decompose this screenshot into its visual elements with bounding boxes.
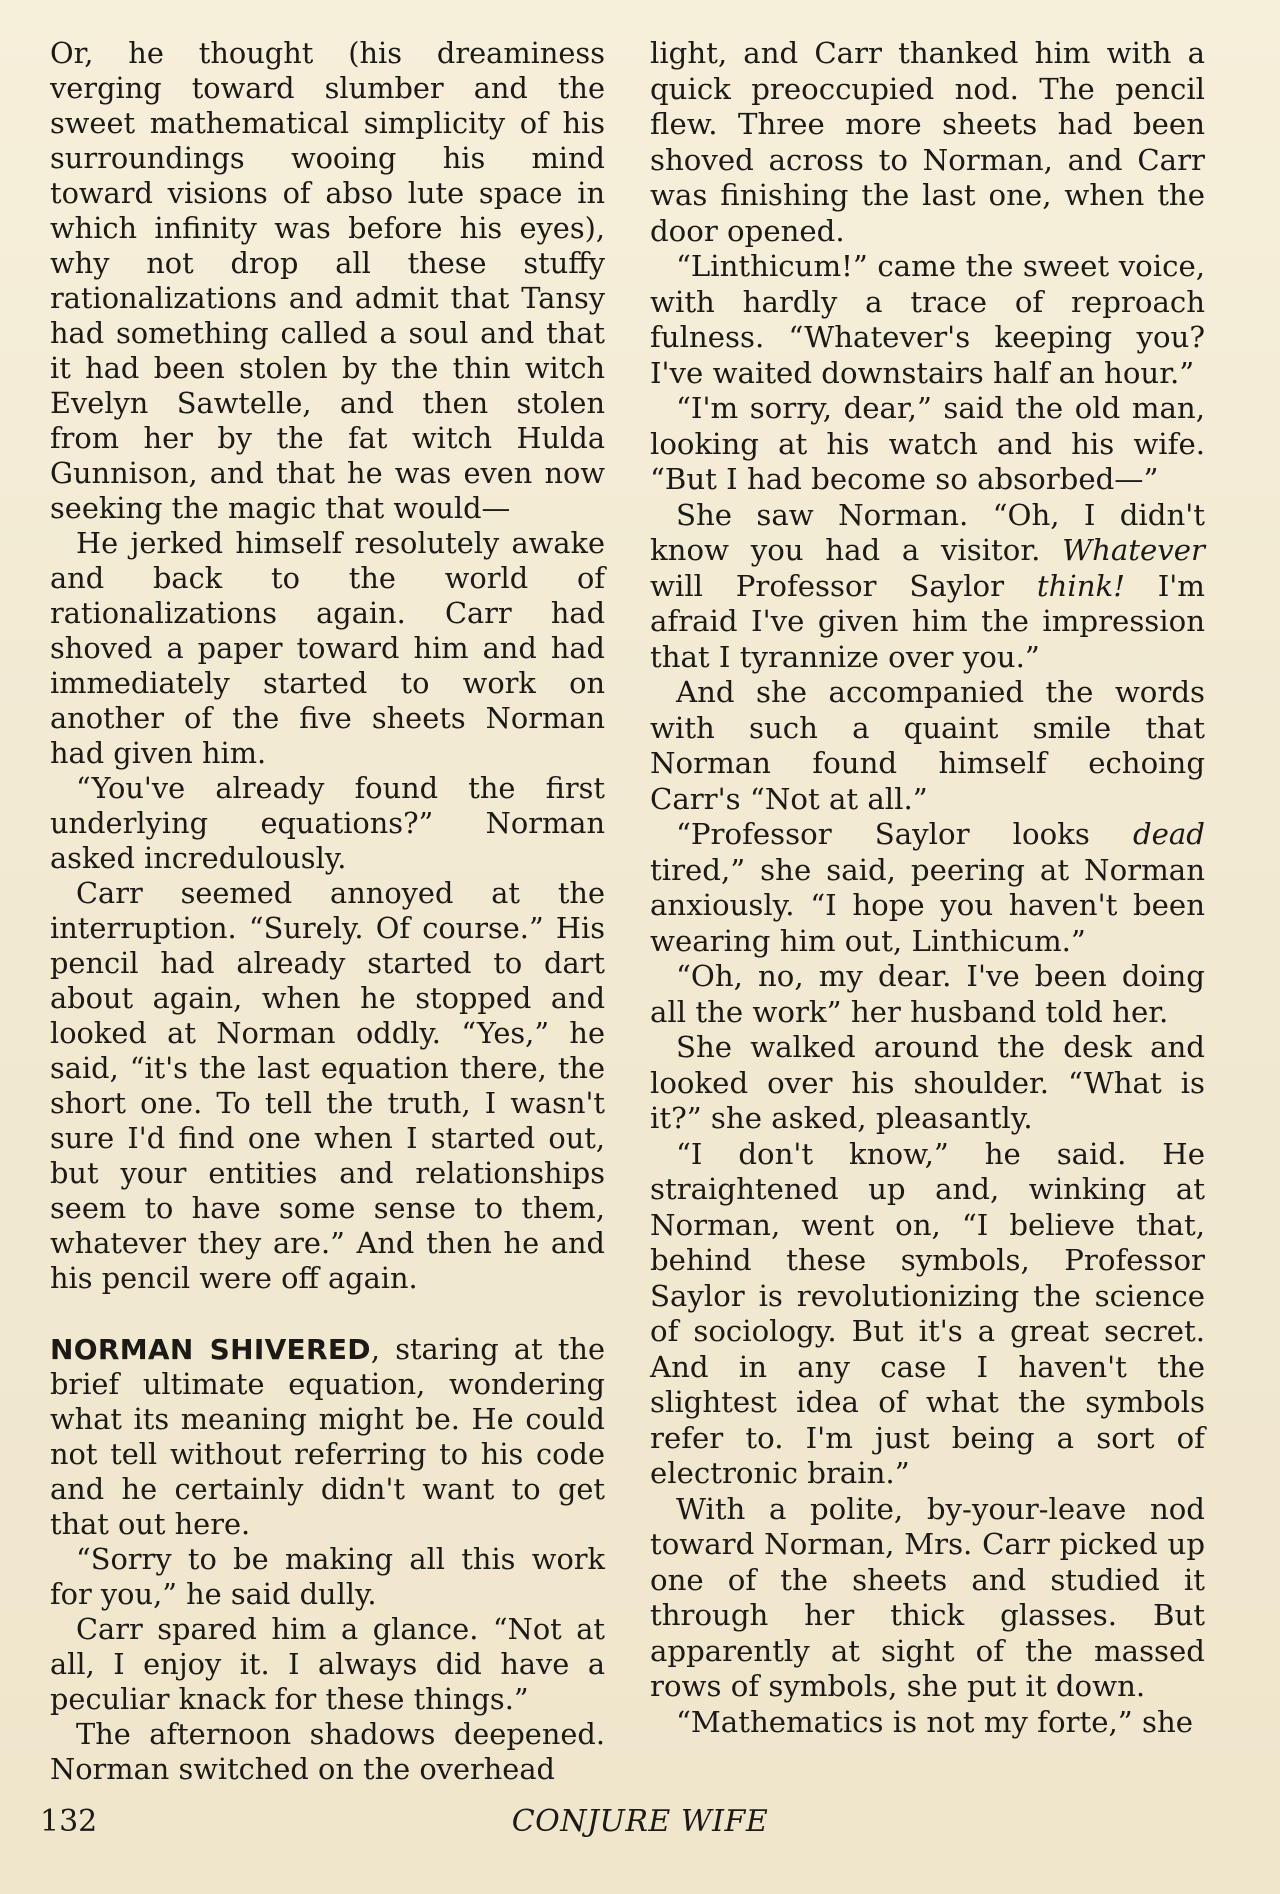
paragraph: She walked around the desk and looked over his shoulder. “What is it?” she asked, pleasantly. — [650, 1030, 1205, 1135]
page-number: 132 — [40, 1804, 98, 1839]
paragraph: “Oh, no, my dear. I've been doing all the work” her husband told her. — [650, 959, 1205, 1029]
paragraph-text: “Professor Saylor looks — [676, 817, 1133, 851]
paragraph: And she accompanied the words with such a quaint smile that Norman found himself echoing Carr's “Not at all.” — [650, 675, 1205, 816]
paragraph-text: I'm afraid I've given him the impression that I tyrannize over you.” — [650, 568, 1205, 674]
paragraph — [650, 817, 1205, 959]
section-lead-in: NORMAN SHIVERED — [50, 1333, 371, 1366]
paragraph-text: , staring at the brief ultimate equation, wondering what its meaning might be. He could not tell without referring to his code and he certainly didn't want to get that out here. — [50, 1332, 605, 1541]
paragraph: With a polite, by-your-leave nod toward Norman, Mrs. Carr picked up one of the sheets and studied it through her thick glasses. But apparently at sight of the massed rows of symbols, she put it down. — [650, 1491, 1205, 1703]
paragraph: “Linthicum!” came the sweet voice, with hardly a trace of reproach fulness. “Whatever's keeping you? I've waited downstairs half an hour.” — [650, 249, 1205, 390]
paragraph: “Sorry to be making all this work for you,” he said dully. — [50, 1542, 605, 1611]
emphasis: think! — [1036, 568, 1125, 603]
running-title: CONJURE WIFE — [511, 1804, 769, 1839]
paragraph: “You've already found the first underlying equations?” Norman asked incredulously. — [50, 771, 605, 875]
paragraph: “Mathematics is not my forte,” she — [676, 1704, 1194, 1739]
paragraph: Carr seemed annoyed at the interruption. “Surely. Of course.” His pencil had already started to dart about again, when he stopped and looked at Norman oddly. “Yes,” he said, “it's the last equation there, the short one. To tell the truth, I wasn't sure I'd find one when I started out, but your entities and relationships seem to have some sense to them, whatever they are.” And then he and his pencil were off again. — [50, 876, 605, 1295]
paragraph-text: will Professor Saylor — [650, 568, 1037, 603]
paragraph: He jerked himself resolutely awake and back to the world of rationalizations again. Carr had shoved a paper toward him and had immediately started to work on another of the five sheets Norman had given him. — [50, 526, 605, 770]
paragraph-text: tired,” she said, peering at Norman anxiously. “I hope you haven't been wearing him out, Linthicum.” — [650, 852, 1205, 958]
paragraph: “I don't know,” he said. He straightened up and, winking at Norman, went on, “I believe that, behind these symbols, Professor Saylor is revolutionizing the science of sociology. But it's a great secret. And in any case I haven't the slightest idea of what the symbols refer to. I'm just being a sort of electronic brain.” — [650, 1136, 1205, 1490]
emphasis: dead — [1132, 817, 1205, 851]
paragraph: Carr spared him a glance. “Not at all, I enjoy it. I always did have a peculiar knack for these things.” — [50, 1612, 605, 1716]
paragraph — [650, 498, 1205, 676]
paragraph: Or, he thought (his dreaminess verging toward slumber and the sweet mathematical simplicity of his surroundings wooing his mind toward visions of abso lute space in which infinity was before his eyes), why not drop all these stuffy rationalizations and admit that Tansy had something called a soul and that it had been stolen by the thin witch Evelyn Sawtelle, and then stolen from her by the fat witch Hulda Gunnison, and that he was even now seeking the magic that would— — [50, 36, 605, 525]
right-column — [650, 36, 1205, 1740]
paragraph: The afternoon shadows deepened. Norman switched on the overhead — [50, 1717, 605, 1786]
paragraph: “I'm sorry, dear,” said the old man, looking at his watch and his wife. “But I had become so absorbed—” — [650, 391, 1205, 496]
page-footer — [40, 1804, 1240, 1844]
paragraph: light, and Carr thanked him with a quick preoccupied nod. The pencil flew. Three more sheets had been shoved across to Norman, and Carr was finishing the last one, when the door opened. — [650, 36, 1205, 248]
left-column — [50, 36, 605, 1787]
paragraph-text: She saw Norman. “Oh, I didn't know you had a visitor. — [650, 497, 1205, 567]
section-paragraph — [50, 1332, 605, 1542]
emphasis: Whatever — [1062, 533, 1205, 567]
